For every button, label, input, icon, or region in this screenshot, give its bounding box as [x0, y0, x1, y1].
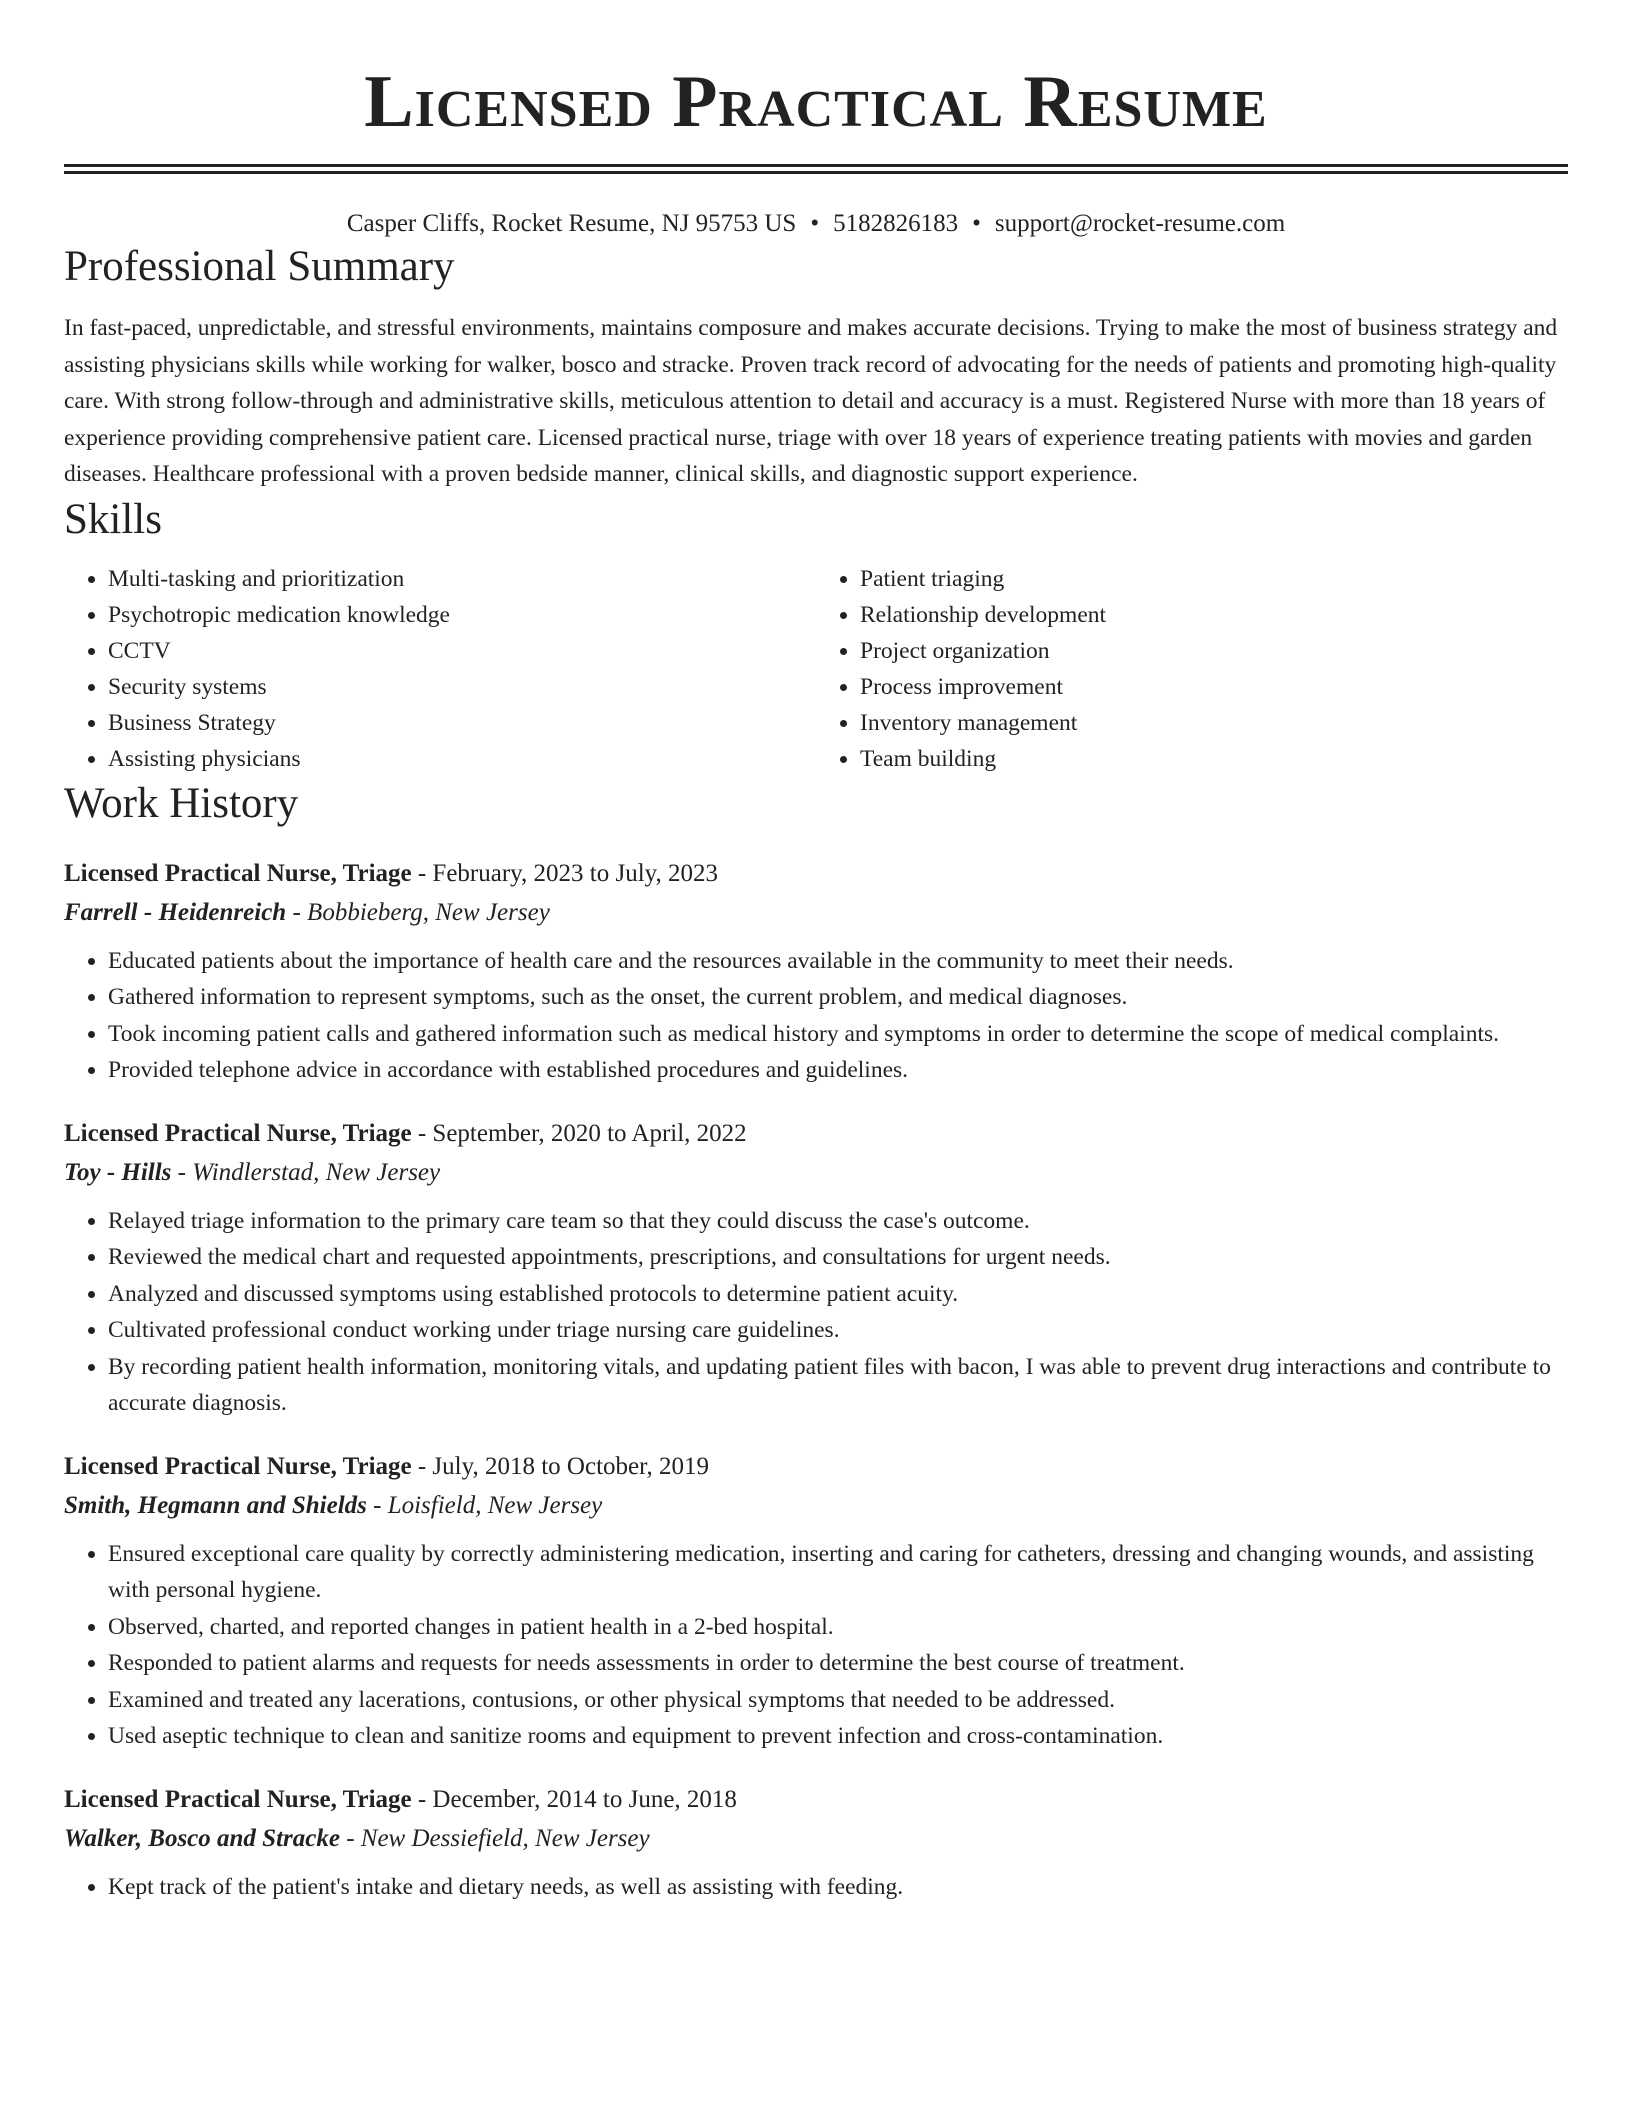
contact-line [64, 208, 1568, 240]
job-bullet: • Used aseptic technique to clean and sanitize rooms and equipment to prevent infection and cross-contamination. [108, 1718, 1568, 1755]
job-location: - New Dessiefield, New Jersey [339, 1824, 650, 1852]
job-entry [64, 1781, 1568, 1906]
title-double-rule [64, 164, 1568, 174]
skill-item: • Team building [860, 741, 1568, 777]
job-company-line [64, 893, 1568, 933]
job-company-line [64, 1819, 1568, 1859]
job-bullets [64, 943, 1568, 1089]
job-bullet: • Educated patients about the importance of health care and the resources available in the community to meet their needs. [108, 943, 1568, 980]
skill-item: • Inventory management [860, 705, 1568, 741]
job-bullets [64, 1536, 1568, 1755]
skill-item: • Relationship development [860, 597, 1568, 633]
job-entry [64, 1448, 1568, 1755]
resume-title: Licensed Practical Resume [364, 61, 1268, 143]
skill-item: • Assisting physicians [108, 741, 816, 777]
contact-email: support@rocket-resume.com [994, 210, 1286, 237]
work-history-heading: Work History [64, 779, 299, 827]
job-bullets [64, 1869, 1568, 1906]
job-bullet: • Examined and treated any lacerations, contusions, or other physical symptoms that needed to be addressed. [108, 1682, 1568, 1719]
job-bullet: • Gathered information to represent symptoms, such as the onset, the current problem, and medical diagnoses. [108, 979, 1568, 1016]
job-bullet: • Relayed triage information to the primary care team so that they could discuss the case's outcome. [108, 1203, 1568, 1240]
summary-text: In fast-paced, unpredictable, and stressful environments, maintains composure and makes accurate decisions. Trying to make the most of business strategy and assisting physicians skills while working for walker, bosco and stracke. Proven track record of advocating for the needs of patients and promoting high-quality care. With strong follow-through and administrative skills, meticulous attention to detail and accuracy is a must. Registered Nurse with more than 18 years of experience providing comprehensive patient care. Licensed practical nurse, triage with over 18 years of experience treating patients with movies and garden diseases. Healthcare professional with a proven bedside manner, clinical skills, and diagnostic support experience. [64, 315, 1558, 487]
skill-item: • Business Strategy [108, 705, 816, 741]
job-location: - Bobbieberg, New Jersey [286, 898, 550, 926]
job-dates: - December, 2014 to June, 2018 [411, 1785, 737, 1813]
job-location: - Loisfield, New Jersey [366, 1491, 603, 1519]
job-bullet: • Analyzed and discussed symptoms using established protocols to determine patient acuity. [108, 1276, 1568, 1313]
job-title-line [64, 855, 1568, 893]
job-company-line [64, 1153, 1568, 1193]
job-title: Licensed Practical Nurse, Triage [64, 1119, 412, 1147]
job-company: Farrell - Heidenreich [64, 898, 287, 926]
job-bullet: • Reviewed the medical chart and requested appointments, prescriptions, and consultations for urgent needs. [108, 1239, 1568, 1276]
job-bullet: • Ensured exceptional care quality by correctly administering medication, inserting and caring for catheters, dressing and changing wounds, and assisting with personal hygiene. [108, 1536, 1568, 1609]
job-bullets [64, 1203, 1568, 1422]
job-entry [64, 1115, 1568, 1422]
skill-item: • Psychotropic medication knowledge [108, 597, 816, 633]
skill-item: • Patient triaging [860, 561, 1568, 597]
job-dates: - July, 2018 to October, 2019 [411, 1452, 709, 1480]
skills-left-column [64, 561, 816, 777]
job-bullet: • Observed, charted, and reported changes in patient health in a 2-bed hospital. [108, 1609, 1568, 1646]
skill-item: • Process improvement [860, 669, 1568, 705]
job-title: Licensed Practical Nurse, Triage [64, 1452, 412, 1480]
job-bullet: • By recording patient health information, monitoring vitals, and updating patient files with bacon, I was able to prevent drug interactions and contribute to accurate diagnosis. [108, 1349, 1568, 1422]
skills-grid [64, 561, 1568, 777]
skill-item: • CCTV [108, 633, 816, 669]
summary-heading: Professional Summary [64, 243, 455, 290]
job-entry [64, 855, 1568, 1089]
job-dates: - February, 2023 to July, 2023 [411, 859, 719, 887]
job-title-line [64, 1448, 1568, 1486]
job-title: Licensed Practical Nurse, Triage [64, 859, 412, 887]
skills-right-column [816, 561, 1568, 777]
job-dates: - September, 2020 to April, 2022 [411, 1119, 747, 1147]
job-bullet: • Took incoming patient calls and gathered information such as medical history and symptoms in order to determine the scope of medical complaints. [108, 1016, 1568, 1053]
job-bullet: • Provided telephone advice in accordance with established procedures and guidelines. [108, 1052, 1568, 1089]
job-location: - Windlerstad, New Jersey [171, 1158, 441, 1186]
job-bullet: • Cultivated professional conduct working under triage nursing care guidelines. [108, 1312, 1568, 1349]
skills-heading: Skills [64, 495, 162, 543]
job-bullet: • Responded to patient alarms and requests for needs assessments in order to determine the best course of treatment. [108, 1645, 1568, 1682]
job-company: Toy - Hills [64, 1158, 172, 1186]
skill-item: • Project organization [860, 633, 1568, 669]
job-title: Licensed Practical Nurse, Triage [64, 1785, 412, 1813]
job-company-line [64, 1486, 1568, 1526]
contact-phone: 5182826183 [833, 210, 959, 237]
contact-address: Casper Cliffs, Rocket Resume, NJ 95753 US [346, 210, 797, 237]
job-title-line [64, 1115, 1568, 1153]
skill-item: • Security systems [108, 669, 816, 705]
job-company: Walker, Bosco and Stracke [64, 1824, 340, 1852]
job-bullet: • Kept track of the patient's intake and dietary needs, as well as assisting with feeding. [108, 1869, 1568, 1906]
skill-item: • Multi-tasking and prioritization [108, 561, 816, 597]
job-company: Smith, Hegmann and Shields [64, 1491, 367, 1519]
job-title-line [64, 1781, 1568, 1819]
contact-separator: • [972, 210, 981, 237]
contact-separator: • [810, 210, 820, 237]
